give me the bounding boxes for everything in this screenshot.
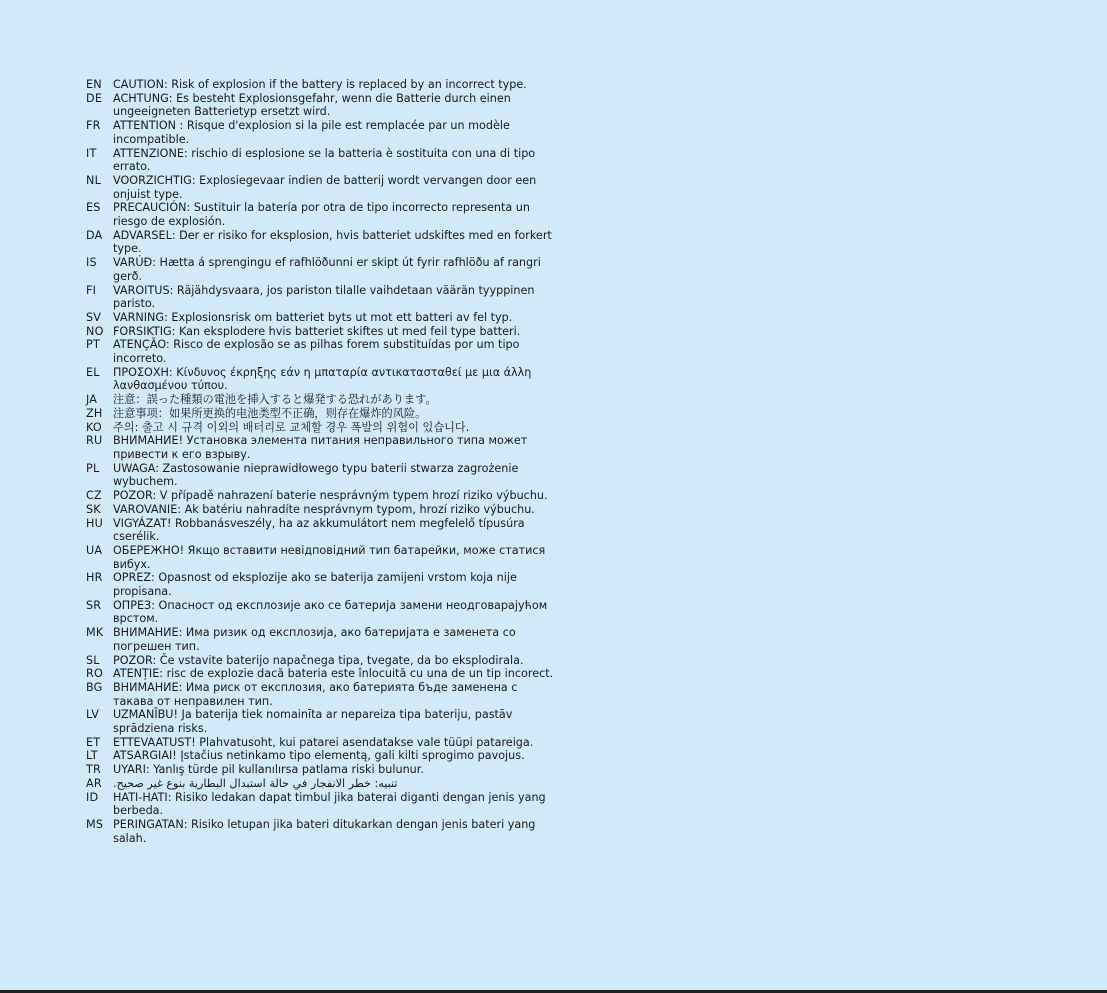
language-code: CZ	[86, 489, 102, 503]
language-code: TR	[86, 763, 102, 777]
warning-text: ВНИМАНИЕ: Има ризик од експлозија, ако батеријата е заменета со погрешен тип.	[113, 626, 516, 653]
warning-text: PERINGATAN: Risiko letupan jika bateri ditukarkan dengan jenis bateri yang salah.	[113, 817, 536, 845]
warning-ms	[86, 818, 556, 845]
warning-text: HATI-HATI: Risiko ledakan dapat timbul jika baterai diganti dengan jenis yang berbeda.	[113, 790, 546, 818]
language-code: DE	[86, 91, 103, 105]
warning-text: ATSARGIAI! Įstačius netinkamo tipo elementą, gali kilti sprogimo pavojus.	[113, 749, 525, 763]
warning-lv	[86, 708, 556, 735]
warning-text: ATENÇÃO: Risco de explosão se as pilhas forem substituídas por um tipo incorreto.	[113, 338, 520, 366]
warning-text: OPREZ: Opasnost od eksplozije ako se baterija zamijeni vrstom koja nije propisana.	[113, 571, 517, 599]
language-code: RU	[86, 434, 103, 448]
warning-fi	[86, 284, 556, 311]
warning-sl	[86, 654, 556, 668]
warning-no	[86, 325, 556, 339]
language-code: IT	[86, 146, 97, 160]
warning-text: ΠΡΟΣΟΧΗ: Κίνδυνος έκρηξης εάν η μπαταρία αντικατασταθεί με μια άλλη λανθασμένου τύπου.	[113, 365, 532, 393]
language-code: LV	[86, 708, 100, 722]
language-code: PT	[86, 338, 100, 352]
warning-ja	[86, 393, 556, 407]
warning-text: ETTEVAATUST! Plahvatusoht, kui patarei asendatakse vale tüüpi patareiga.	[113, 735, 534, 749]
warning-bg	[86, 681, 556, 708]
language-code: SR	[86, 598, 102, 612]
warning-et	[86, 736, 556, 750]
warning-text: VARNING: Explosionsrisk om batteriet byts ut mot ett batteri av fel typ.	[113, 310, 513, 324]
warning-zh	[86, 407, 556, 421]
warning-sr	[86, 599, 556, 626]
warning-hr	[86, 571, 556, 598]
language-code: DA	[86, 228, 103, 242]
language-code: ET	[86, 735, 101, 749]
language-code: NL	[86, 173, 102, 187]
warning-text: FORSIKTIG: Kan eksplodere hvis batteriet skiftes ut med feil type batteri.	[113, 324, 521, 338]
language-code: SV	[86, 310, 102, 324]
warning-text: ATTENTION : Risque d'explosion si la pile est remplacée par un modèle incompatible.	[113, 119, 510, 146]
warning-text: 주의: 출고 시 규격 이외의 배터리로 교체할 경우 폭발의 위험이 있습니다.	[113, 420, 470, 434]
warning-text: POZOR: Če vstavite baterijo napačnega tipa, tvegate, da bo eksplodirala.	[113, 653, 524, 667]
language-code: SK	[86, 502, 101, 516]
warning-ko	[86, 421, 556, 435]
language-code: BG	[86, 680, 103, 694]
warning-pl	[86, 462, 556, 489]
warning-text: ACHTUNG: Es besteht Explosionsgefahr, wenn die Batterie durch einen ungeeigneten Batterietyp ersetzt wird.	[113, 91, 511, 119]
warning-text: ADVARSEL: Der er risiko for eksplosion, hvis batteriet udskiftes med en forkert type.	[113, 228, 552, 256]
warning-text: POZOR: V případě nahrazení baterie nesprávným typem hrozí riziko výbuchu.	[113, 489, 548, 503]
language-code: HR	[86, 571, 103, 585]
warning-pt	[86, 338, 556, 365]
language-code: AR	[86, 776, 102, 790]
language-code: PL	[86, 461, 100, 475]
language-code: JA	[86, 393, 98, 407]
warning-text: VAROVANIE: Ak batériu nahradíte nesprávnym typom, hrozí riziko výbuchu.	[113, 502, 535, 516]
language-code: EL	[86, 365, 100, 379]
language-code: FR	[86, 119, 101, 133]
warning-text: تنبيه: خطر الانفجار في حالة استبدال البطارية بنوع غير صحيح.	[113, 776, 398, 790]
warning-text: ATENȚIE: risc de explozie dacă bateria este înlocuită cu una de un tip incorect.	[113, 667, 554, 681]
warning-en	[86, 78, 556, 92]
warning-text: PRECAUCIÓN: Sustituir la batería por otra de tipo incorrecto representa un riesgo de explosión.	[113, 201, 530, 229]
warning-text: 注意事项：如果所更换的电池类型不正确，则存在爆炸的风险。	[113, 406, 427, 420]
warning-text: VAROITUS: Räjähdysvaara, jos pariston tilalle vaihdetaan väärän tyyppinen paristo.	[113, 283, 535, 311]
warning-ru	[86, 434, 556, 461]
warning-nl	[86, 174, 556, 201]
warning-text: ATTENZIONE: rischio di esplosione se la batteria è sostituita con una di tipo errato.	[113, 146, 536, 174]
language-code: ID	[86, 790, 99, 804]
language-code: ES	[86, 201, 101, 215]
language-code: FI	[86, 283, 97, 297]
warning-da	[86, 229, 556, 256]
warning-ua	[86, 544, 556, 571]
warning-id	[86, 791, 556, 818]
warning-text: VOORZICHTIG: Explosiegevaar indien de batterij wordt vervangen door een onjuist type.	[113, 173, 537, 201]
warning-hu	[86, 517, 556, 544]
warning-el	[86, 366, 556, 393]
warning-fr	[86, 119, 556, 146]
warning-text: UYARI: Yanlış türde pil kullanılırsa patlama riski bulunur.	[113, 763, 424, 777]
warning-ro	[86, 667, 556, 681]
warning-text: 注意：誤った種類の電池を挿入すると爆発する恐れがあります。	[113, 393, 437, 407]
language-code: ZH	[86, 406, 103, 420]
warning-text: ОПРЕЗ: Опасност од експлозије ако се батерија замени неодговарајућом врстом.	[113, 598, 548, 626]
warning-is	[86, 256, 556, 283]
warning-sk	[86, 503, 556, 517]
warning-text: UWAGA: Zastosowanie nieprawidłowego typu baterii stwarza zagrożenie wybuchem.	[113, 461, 519, 489]
language-code: LT	[86, 749, 98, 763]
warning-text: UZMANĪBU! Ja baterija tiek nomainīta ar nepareiza tipa bateriju, pastāv sprādziena risks.	[113, 708, 513, 736]
warning-text: ВНИМАНИЕ: Има риск от експлозия, ако батерията бъде заменена с такава от неправилен тип.	[113, 680, 518, 708]
warning-it	[86, 147, 556, 174]
warning-de	[86, 92, 556, 119]
warning-ar	[86, 777, 556, 791]
battery-warning-list	[86, 78, 556, 845]
warning-sv	[86, 311, 556, 325]
language-code: MS	[86, 817, 104, 831]
language-code: MK	[86, 626, 104, 640]
warning-mk	[86, 626, 556, 653]
language-code: KO	[86, 420, 102, 434]
warning-es	[86, 201, 556, 228]
warning-lt	[86, 749, 556, 763]
warning-cz	[86, 489, 556, 503]
warning-text: ВНИМАНИЕ! Установка элемента питания неправильного типа может привести к его взрыву.	[113, 434, 528, 461]
warning-text: ОБЕРЕЖНО! Якщо вставити невідповідний тип батарейки, може статися вибух.	[113, 543, 546, 571]
language-code: EN	[86, 78, 102, 91]
language-code: RO	[86, 667, 103, 681]
language-code: HU	[86, 516, 104, 530]
warning-text: CAUTION: Risk of explosion if the battery is replaced by an incorrect type.	[113, 78, 527, 91]
warning-tr	[86, 763, 556, 777]
warning-text: VIGYÁZAT! Robbanásveszély, ha az akkumulátort nem megfelelő típusúra cserélik.	[113, 516, 525, 544]
language-code: UA	[86, 543, 103, 557]
warning-text: VARÚÐ: Hætta á sprengingu ef rafhlöðunni er skipt út fyrir rafhlöðu af rangri gerð.	[113, 256, 541, 283]
language-code: SL	[86, 653, 100, 667]
language-code: IS	[86, 256, 97, 270]
language-code: NO	[86, 324, 104, 338]
